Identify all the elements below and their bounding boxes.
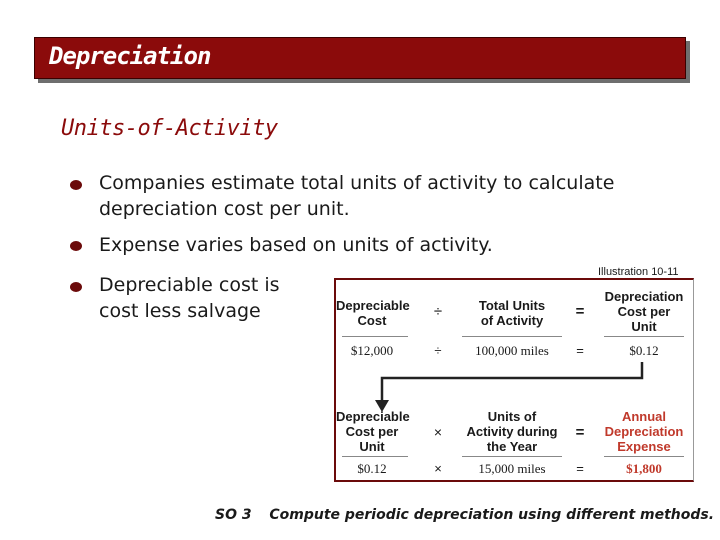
bullet-3-line-1: Depreciable cost is [99,274,280,296]
bullet-1-line-1: Companies estimate total units of activity to calculate [99,172,615,194]
heading-line: the Year [486,439,538,454]
bullet-2-line-1: Expense varies based on units of activity. [99,234,493,256]
equals-operator: = [575,424,585,441]
slide-title: Depreciation [49,42,211,70]
divide-operator: ÷ [433,303,443,320]
depreciation-formula-figure [334,278,694,482]
heading-line: Units of [487,409,537,424]
equals-operator: = [576,343,584,358]
heading-line: Unit [631,319,657,334]
annual-expense-value: $1,800 [626,461,662,476]
study-objective-text: Compute periodic depreciation using different methods. [269,507,715,523]
cost-per-unit-value: $0.12 [357,461,387,476]
equals-operator: = [576,461,584,476]
bullet-3 [99,272,280,324]
units-during-year-value: 15,000 miles [478,461,546,476]
heading-line: Cost [357,313,387,328]
annual-depreciation-heading [598,409,690,454]
total-units-value: 100,000 miles [475,343,549,358]
bullet-1-line-2: depreciation cost per unit. [99,198,350,220]
heading-line: Annual [621,409,667,424]
study-objective-code: SO 3 [215,507,252,523]
bullet-icon [70,241,82,251]
heading-line: Expense [617,439,671,454]
bullet-2 [99,232,493,258]
heading-line: Depreciation [604,424,684,439]
cost-per-unit-value: $0.12 [629,343,659,358]
heading-line: Unit [359,439,385,454]
slide-subtitle: Units-of-Activity [61,116,278,141]
heading-line: Depreciable [336,409,410,424]
bullet-1 [99,170,614,222]
heading-line: of Activity [480,313,544,328]
bullet-icon [70,282,82,292]
heading-line: Cost per [617,304,671,319]
bullet-icon [70,180,82,190]
depreciable-cost-per-unit-heading [336,409,408,454]
divider [462,456,562,457]
heading-line: Depreciation [604,289,684,304]
divide-operator: ÷ [434,343,442,358]
bullet-3-line-2: cost less salvage [99,300,261,322]
cost-value: $12,000 [350,343,394,358]
heading-line: Activity during [466,424,558,439]
heading-line: Total Units [478,298,546,313]
divider [604,456,684,457]
illustration-label: Illustration 10-11 [598,266,679,278]
heading-line: Depreciable [336,298,410,313]
title-bar [34,37,686,79]
divider [342,456,408,457]
footer [215,507,714,523]
heading-line: Cost per [345,424,399,439]
units-during-year-heading [456,409,568,454]
equals-operator: = [575,303,585,320]
multiply-operator: × [433,424,443,440]
multiply-operator: × [434,461,442,476]
